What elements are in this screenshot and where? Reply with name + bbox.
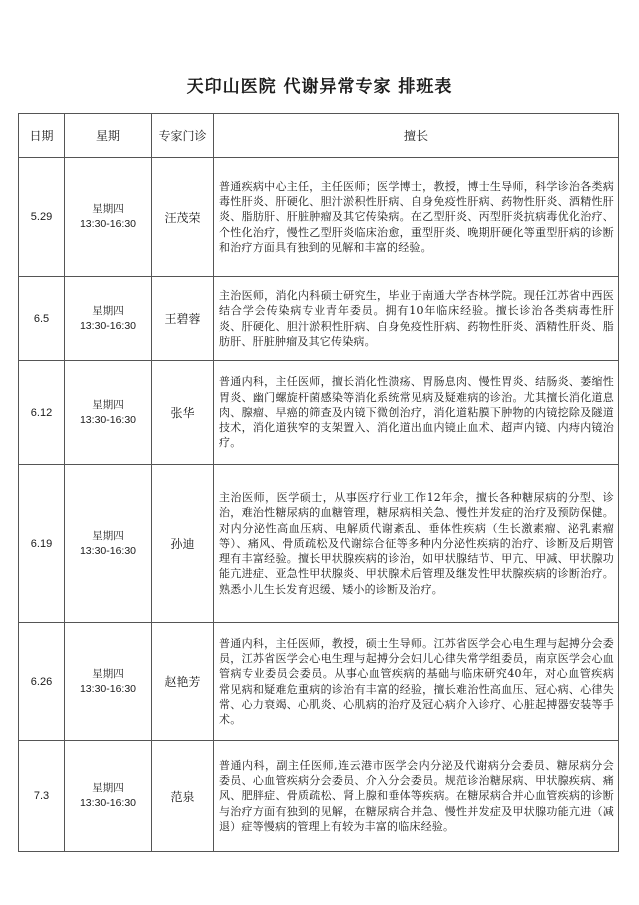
date-cell: 7.3 xyxy=(19,741,65,852)
expert-name: 赵艳芳 xyxy=(152,623,214,741)
header-day: 星期 xyxy=(65,114,152,158)
date-cell: 6.19 xyxy=(19,465,65,623)
header-specialty: 擅长 xyxy=(214,114,619,158)
time-text: 13:30-16:30 xyxy=(79,218,137,230)
date-cell: 6.12 xyxy=(19,361,65,465)
table-row xyxy=(19,158,619,277)
day-cell xyxy=(65,741,152,852)
schedule-table xyxy=(18,113,619,852)
weekday-text: 星期四 xyxy=(92,529,124,542)
time-text: 13:30-16:30 xyxy=(79,319,137,332)
table-row xyxy=(19,623,619,741)
day-cell xyxy=(65,623,152,741)
specialty-text: 普通疾病中心主任，主任医师；医学博士，教授，博士生导师，科学诊治各类病毒性肝炎、肝硬化、胆汁淤积性肝病、自身免疫性肝病、药物性肝炎、酒精性肝炎、脂肪肝、肝脏肿瘤及其它传染病。在乙型肝炎、丙型肝炎抗病毒优化治疗、个性化治疗，慢性乙型肝炎临床治愈，重型肝炎、晚期肝硬化等重型肝病的诊断和治疗方面具有独到的见解和丰富的经验。 xyxy=(214,158,619,277)
header-expert: 专家门诊 xyxy=(152,114,214,158)
weekday-text: 星期四 xyxy=(92,203,124,215)
day-cell xyxy=(65,465,152,623)
specialty-text: 普通内科，主任医师，擅长消化性溃疡、胃肠息肉、慢性胃炎、结肠炎、萎缩性胃炎、幽门螺旋杆菌感染等消化系统常见病及疑难病的诊治。尤其擅长消化道息肉、腺瘤、早癌的筛查及内镜下微创治疗，消化道粘膜下肿物的内镜挖除及隧道技术，消化道狭窄的支架置入、消化道出血内镜止血术、超声内镜、内痔内镜治疗。 xyxy=(214,361,619,465)
date-cell: 5.29 xyxy=(19,158,65,277)
day-cell xyxy=(65,277,152,361)
time-text: 13:30-16:30 xyxy=(79,682,137,695)
header-date: 日期 xyxy=(19,114,65,158)
date-cell: 6.26 xyxy=(19,623,65,741)
header-row xyxy=(19,114,619,158)
date-cell: 6.5 xyxy=(19,277,65,361)
time-text: 13:30-16:30 xyxy=(79,544,137,557)
weekday-text: 星期四 xyxy=(92,667,124,680)
expert-name: 孙迪 xyxy=(152,465,214,623)
expert-name: 汪茂荣 xyxy=(152,158,214,277)
expert-name: 王碧蓉 xyxy=(152,277,214,361)
weekday-text: 星期四 xyxy=(92,782,124,794)
table-row xyxy=(19,741,619,852)
expert-name: 范泉 xyxy=(152,741,214,852)
time-text: 13:30-16:30 xyxy=(79,413,137,426)
specialty-text: 主治医师，医学硕士，从事医疗行业工作12年余，擅长各种糖尿病的分型、诊治，难治性糖尿病的血糖管理，糖尿病相关急、慢性并发症的治疗及预防保健。对内分泌性高血压病、电解质代谢紊乱、垂体性疾病（生长激素瘤、泌乳素瘤等）、痛风、骨质疏松及代谢综合征等多种内分泌性疾病的治疗、诊断及后期管理有丰富经验。擅长甲状腺疾病的诊治，如甲状腺结节、甲亢、甲减、甲状腺功能亢进症、亚急性甲状腺炎、甲状腺术后管理及继发性甲状腺疾病的诊断治疗。熟悉小儿生长发育迟缓、矮小的诊断及治疗。 xyxy=(214,465,619,623)
specialty-text: 普通内科，主任医师，教授，硕士生导师。江苏省医学会心电生理与起搏分会委员，江苏省医学会心电生理与起搏分会妇儿心律失常学组委员，南京医学会心血管病专业委员会委员。从事心血管疾病的基础与临床研究40年，对心血管疾病常见病和疑难危重病的诊治有丰富的经验，擅长难治性高血压、冠心病、心律失常、心力衰竭、心肌炎、心肌病的治疗及冠心病介入诊疗、心脏起搏器安装等手术。 xyxy=(214,623,619,741)
table-row xyxy=(19,277,619,361)
expert-name: 张华 xyxy=(152,361,214,465)
day-cell xyxy=(65,158,152,277)
weekday-text: 星期四 xyxy=(92,304,124,317)
specialty-text: 普通内科，副主任医师,连云港市医学会内分泌及代谢病分会委员、糖尿病分会委员、心血管疾病分会委员、介入分会委员。规范诊治糖尿病、甲状腺疾病、痛风、肥胖症、骨质疏松、肾上腺和垂体等疾病。在糖尿病合并心血管疾病的诊断与治疗方面有独到的见解，在糖尿病合并急、慢性并发症及甲状腺功能亢进（减退）症等慢病的管理上有较为丰富的临床经验。 xyxy=(214,741,619,852)
specialty-text: 主治医师，消化内科硕士研究生，毕业于南通大学杏林学院。现任江苏省中西医结合学会传染病专业青年委员。拥有10年临床经验。擅长诊治各类病毒性肝炎、肝硬化、胆汁淤积性肝病、自身免疫性肝病、药物性肝炎、酒精性肝炎、脂肪肝、肝脏肿瘤及其它传染病。 xyxy=(214,277,619,361)
day-cell xyxy=(65,361,152,465)
time-text: 13:30-16:30 xyxy=(79,797,137,809)
table-row xyxy=(19,465,619,623)
table-row xyxy=(19,361,619,465)
weekday-text: 星期四 xyxy=(92,398,124,411)
page-title: 天印山医院 代谢异常专家 排班表 xyxy=(186,77,453,97)
